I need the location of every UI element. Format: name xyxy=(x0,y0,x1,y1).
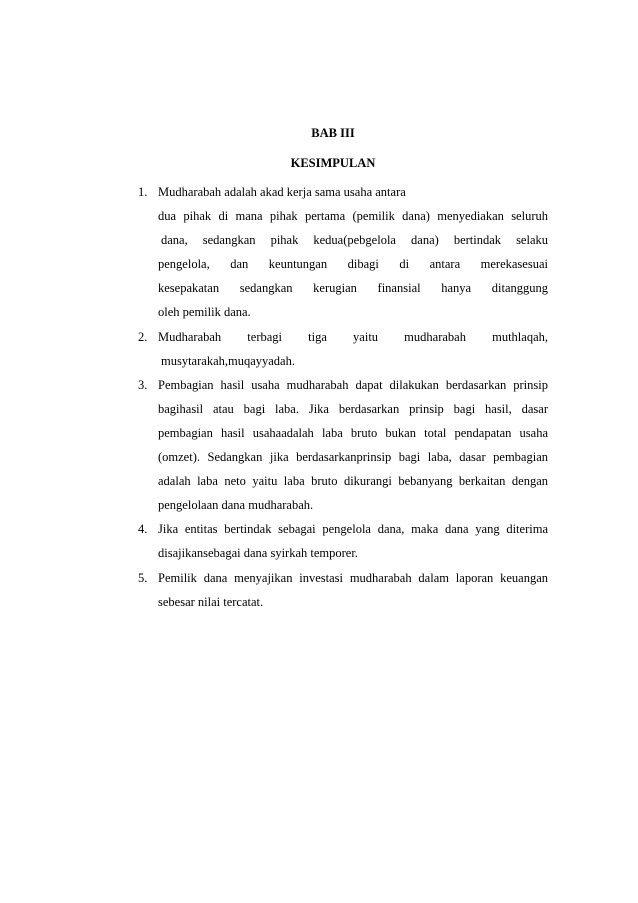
text-line: musytarakah,muqayyadah. xyxy=(161,353,295,368)
text-line: dana, sedangkan pihak kedua(pebgelola dana) bertindak selaku xyxy=(161,233,548,248)
text-line: bagihasil atau bagi laba. Jika berdasarkan prinsip bagi hasil, dasar xyxy=(158,401,548,416)
list-item xyxy=(138,325,548,373)
chapter-title: KESIMPULAN xyxy=(290,156,376,170)
list-item xyxy=(138,180,548,325)
list-item xyxy=(138,517,548,565)
list-item xyxy=(138,373,548,518)
text-line: Mudharabah terbagi tiga yaitu mudharabah muthlaqah, xyxy=(158,329,548,344)
text-line: disajikansebagai dana syirkah temporer. xyxy=(158,546,358,561)
text-line: Mudharabah adalah akad kerja sama usaha antara xyxy=(158,185,406,199)
text-line: sebesar nilai tercatat. xyxy=(158,594,264,609)
text-line: pembagian hasil usahaadalah laba bruto bukan total pendapatan usaha xyxy=(158,425,548,440)
text-line: Pembagian hasil usaha mudharabah dapat dilakukan berdasarkan prinsip xyxy=(158,377,548,392)
list-item-number: 5. xyxy=(138,570,148,585)
list-item-number: 2. xyxy=(138,329,148,344)
list-item-number: 3. xyxy=(138,377,148,392)
chapter-heading xyxy=(0,118,638,178)
text-line: pengelola, dan keuntungan dibagi di antara merekasesuai xyxy=(158,257,548,272)
list-item-number: 1. xyxy=(138,185,148,199)
text-line: pengelolaan dana mudharabah. xyxy=(158,498,314,513)
text-line: adalah laba neto yaitu laba bruto dikurangi bebanyang berkaitan dengan xyxy=(158,474,548,489)
list-item-number: 4. xyxy=(138,522,148,537)
conclusion-list xyxy=(138,180,548,614)
list-item xyxy=(138,566,548,614)
text-line: dua pihak di mana pihak pertama (pemilik dana) menyediakan seluruh xyxy=(158,209,548,224)
text-line: oleh pemilik dana. xyxy=(158,305,251,320)
text-line: kesepakatan sedangkan kerugian finansial hanya ditanggung xyxy=(158,281,548,296)
text-line: Pemilik dana menyajikan investasi mudharabah dalam laporan keuangan xyxy=(158,570,548,585)
chapter-number: BAB III xyxy=(311,126,355,140)
text-line: (omzet). Sedangkan jika berdasarkanprinsip bagi laba, dasar pembagian xyxy=(158,450,548,465)
text-line: Jika entitas bertindak sebagai pengelola dana, maka dana yang diterima xyxy=(158,522,548,537)
